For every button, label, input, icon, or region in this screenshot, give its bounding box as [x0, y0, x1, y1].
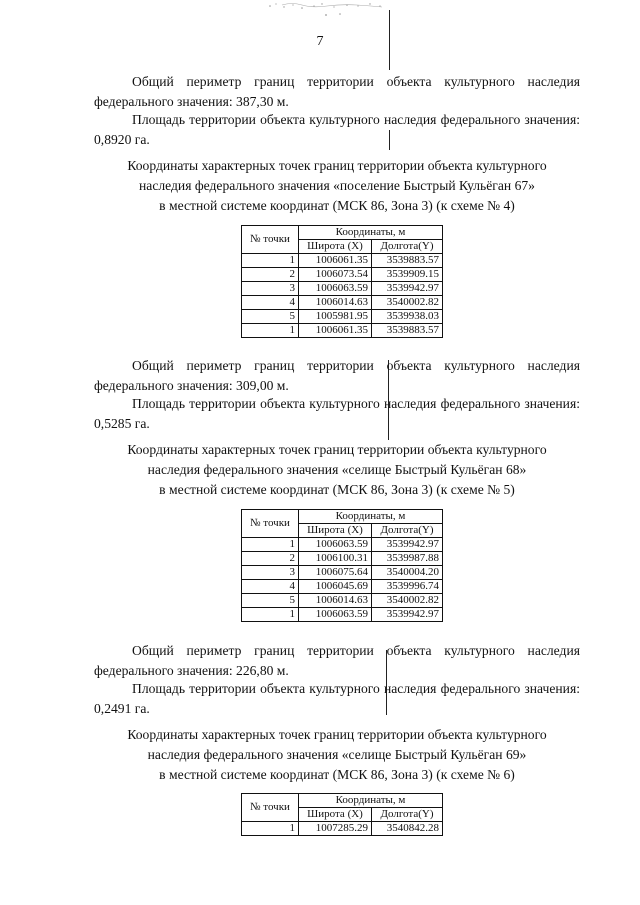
perimeter-text-0: Общий периметр границ территории объекта культурного наследия федерального значения: 387,30 м.	[94, 74, 580, 109]
col-lon-header: Долгота(Y)	[372, 808, 443, 822]
coordinates-table-2	[241, 509, 443, 622]
area-text-1: Площадь территории объекта культурного наследия федерального значения: 0,5285 га.	[94, 396, 580, 431]
coordinates-heading-1: Координаты характерных точек границ территории объекта культурного наследия федерального значения «поселение Быстрый Кульёган 67» в местной системе координат (МСК 86, Зона 3) (к схеме № 4)	[127, 158, 547, 213]
table-row: 1 1006063.59 3539942.97	[242, 538, 443, 552]
col-coords-header: Координаты, м	[299, 794, 443, 808]
page-number: 7	[316, 34, 324, 49]
col-point-header: № точки	[242, 226, 299, 254]
table-row: 5 1006014.63 3540002.82	[242, 594, 443, 608]
col-coords-header: Координаты, м	[299, 510, 443, 524]
coordinates-table-1	[241, 225, 443, 338]
table-row: 5 1005981.95 3539938.03	[242, 310, 443, 324]
area-text-2: Площадь территории объекта культурного наследия федерального значения: 0,2491 га.	[94, 681, 580, 716]
col-lat-header: Широта (X)	[299, 808, 372, 822]
col-lat-header: Широта (X)	[299, 240, 372, 254]
col-lon-header: Долгота(Y)	[372, 240, 443, 254]
table-row: 3 1006063.59 3539942.97	[242, 282, 443, 296]
table-row: 1 1006063.59 3539942.97	[242, 608, 443, 622]
table-row: 1 1007285.29 3540842.28	[242, 822, 443, 836]
table-row: 1 1006061.35 3539883.57	[242, 254, 443, 268]
table-row: 4 1006014.63 3540002.82	[242, 296, 443, 310]
col-point-header: № точки	[242, 510, 299, 538]
scan-smudge	[262, 0, 402, 22]
coordinates-heading-2: Координаты характерных точек границ территории объекта культурного наследия федерального значения «селище Быстрый Кульёган 68» в местной системе координат (МСК 86, Зона 3) (к схеме № 5)	[127, 442, 547, 497]
table-row: 4 1006045.69 3539996.74	[242, 580, 443, 594]
area-text-0: Площадь территории объекта культурного наследия федерального значения: 0,8920 га.	[94, 112, 580, 147]
scan-line	[389, 10, 390, 70]
table-row: 1 1006061.35 3539883.57	[242, 324, 443, 338]
coordinates-table-3	[241, 793, 443, 836]
perimeter-text-1: Общий периметр границ территории объекта культурного наследия федерального значения: 309,00 м.	[94, 358, 580, 393]
col-lon-header: Долгота(Y)	[372, 524, 443, 538]
coordinates-heading-3: Координаты характерных точек границ территории объекта культурного наследия федерального значения «селище Быстрый Кульёган 69» в местной системе координат (МСК 86, Зона 3) (к схеме № 6)	[127, 727, 547, 782]
table-row: 3 1006075.64 3540004.20	[242, 566, 443, 580]
table-row: 2 1006100.31 3539987.88	[242, 552, 443, 566]
col-coords-header: Координаты, м	[299, 226, 443, 240]
col-lat-header: Широта (X)	[299, 524, 372, 538]
table-row: 2 1006073.54 3539909.15	[242, 268, 443, 282]
perimeter-text-2: Общий периметр границ территории объекта культурного наследия федерального значения: 226,80 м.	[94, 643, 580, 678]
col-point-header: № точки	[242, 794, 299, 822]
